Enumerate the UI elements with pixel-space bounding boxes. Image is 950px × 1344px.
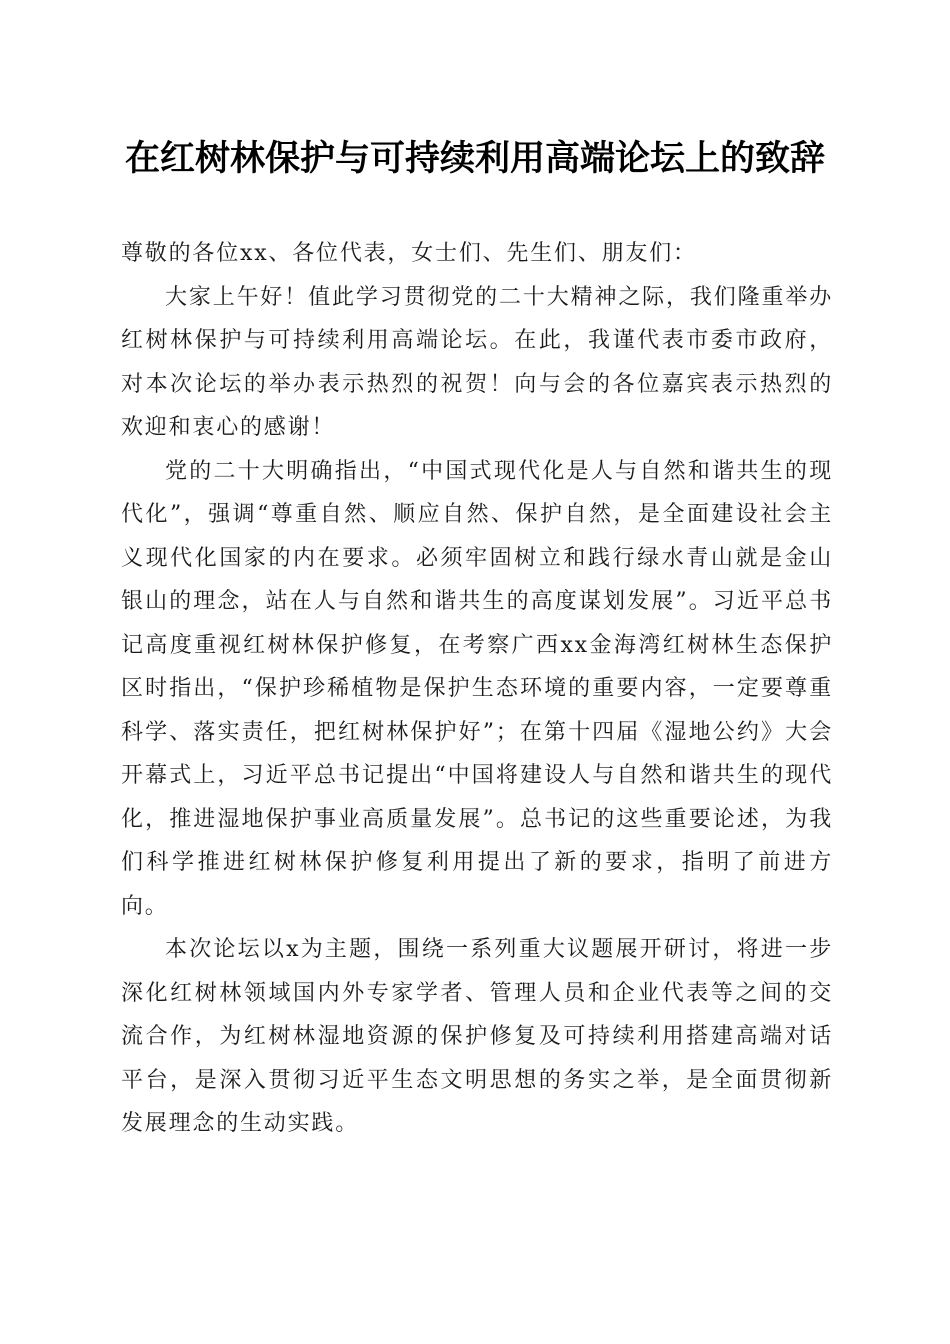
paragraph-opening: 大家上午好！值此学习贯彻党的二十大精神之际，我们隆重举办红树林保护与可持续利用高端论坛。在此，我谨代表市委市政府，对本次论坛的举办表示热烈的祝贺！向与会的各位嘉宾表示热烈的欢迎和衷心的感谢！	[121, 284, 833, 440]
paragraph-policy: 党的二十大明确指出，“中国式现代化是人与自然和谐共生的现代化”，强调“尊重自然、顺应自然、保护自然，是全面建设社会主义现代化国家的内在要求。必须牢固树立和践行绿水青山就是金山银山的理念，站在人与自然和谐共生的高度谋划发展”。习近平总书记高度重视红树林保护修复，在考察广西xx金海湾红树林生态保护区时指出，“保护珍稀植物是保护生态环境的重要内容，一定要尊重科学、落实责任，把红树林保护好”；在第十四届《湿地公约》大会开幕式上，习近平总书记提出“中国将建设人与自然和谐共生的现代化，推进湿地保护事业高质量发展”。总书记的这些重要论述，为我们科学推进红树林保护修复利用提出了新的要求，指明了前进方向。	[121, 458, 833, 919]
document-body	[121, 232, 833, 1146]
salutation: 尊敬的各位xx、各位代表，女士们、先生们、朋友们：	[121, 241, 697, 266]
paragraph-forum-theme: 本次论坛以x为主题，围绕一系列重大议题展开研讨，将进一步深化红树林领域国内外专家学者、管理人员和企业代表等之间的交流合作，为红树林湿地资源的保护修复及可持续利用搭建高端对话平台，是深入贯彻习近平生态文明思想的务实之举，是全面贯彻新发展理念的生动实践。	[121, 937, 833, 1136]
document-title: 在红树林保护与可持续利用高端论坛上的致辞	[124, 138, 825, 179]
